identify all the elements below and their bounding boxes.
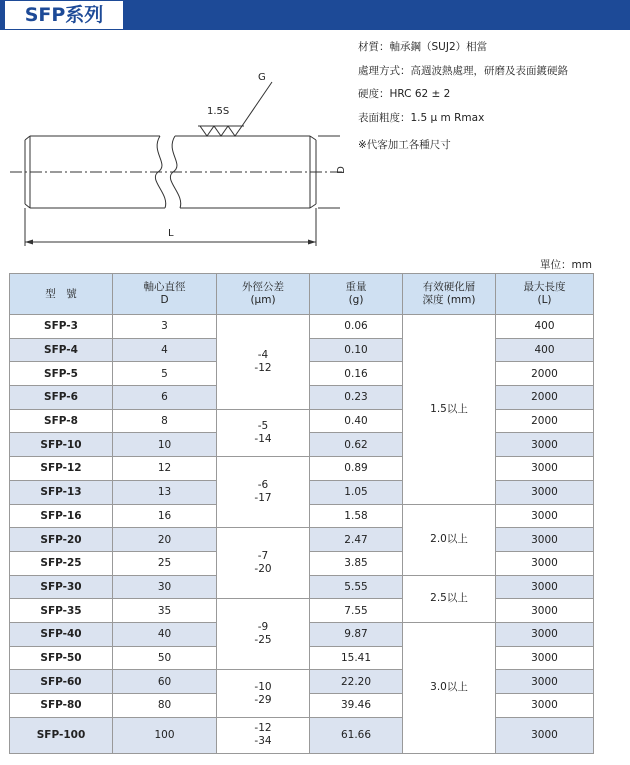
section-header [0,0,630,30]
weight-cell: 0.62 [310,433,403,457]
model-cell: SFP-3 [10,315,113,339]
model-cell: SFP-35 [10,599,113,623]
model-cell: SFP-80 [10,694,113,718]
table-row [10,409,594,433]
model-cell: SFP-6 [10,386,113,410]
weight-cell: 61.66 [310,717,403,753]
label-l: L [168,228,174,239]
tolerance-cell: -7 -20 [217,528,310,599]
weight-cell: 0.89 [310,457,403,481]
depth-cell: 3.0以上 [403,622,496,753]
tolerance-cell: -9 -25 [217,599,310,670]
header-weight: 重量 (g) [310,274,403,315]
model-cell: SFP-5 [10,362,113,386]
diameter-cell: 100 [113,717,217,753]
diameter-cell: 3 [113,315,217,339]
diameter-cell: 4 [113,338,217,362]
max-length-cell: 3000 [496,694,594,718]
header-tolerance: 外徑公差 (μm) [217,274,310,315]
weight-cell: 0.16 [310,362,403,386]
diameter-cell: 5 [113,362,217,386]
max-length-cell: 3000 [496,457,594,481]
weight-cell: 2.47 [310,528,403,552]
diameter-cell: 20 [113,528,217,552]
model-cell: SFP-100 [10,717,113,753]
max-length-cell: 400 [496,315,594,339]
max-length-cell: 3000 [496,622,594,646]
model-cell: SFP-40 [10,622,113,646]
spec-hardness: 硬度：HRC 62 ± 2 [358,88,451,100]
model-cell: SFP-20 [10,528,113,552]
unit-label: 單位：mm [540,259,592,271]
weight-cell: 3.85 [310,551,403,575]
max-length-cell: 2000 [496,362,594,386]
page-title: SFP系列 [24,4,104,26]
model-cell: SFP-4 [10,338,113,362]
weight-cell: 39.46 [310,694,403,718]
table-row [10,315,594,339]
diameter-cell: 30 [113,575,217,599]
weight-cell: 0.10 [310,338,403,362]
table-row [10,599,594,623]
header-max-length: 最大長度 (L) [496,274,594,315]
weight-cell: 0.23 [310,386,403,410]
table-header-row [10,274,594,315]
label-g: G [258,72,266,83]
model-cell: SFP-30 [10,575,113,599]
max-length-cell: 3000 [496,551,594,575]
max-length-cell: 2000 [496,409,594,433]
spec-table [9,273,594,754]
weight-cell: 22.20 [310,670,403,694]
diameter-cell: 40 [113,622,217,646]
header-model: 型 號 [10,274,113,315]
spec-treatment: 處理方式：高週波熱處理，研磨及表面鍍硬鉻 [358,64,568,77]
max-length-cell: 400 [496,338,594,362]
weight-cell: 15.41 [310,646,403,670]
max-length-cell: 3000 [496,480,594,504]
max-length-cell: 2000 [496,386,594,410]
tolerance-cell: -6 -17 [217,457,310,528]
diameter-cell: 80 [113,694,217,718]
max-length-cell: 3000 [496,433,594,457]
max-length-cell: 3000 [496,504,594,528]
model-cell: SFP-16 [10,504,113,528]
diameter-cell: 50 [113,646,217,670]
title-box [5,1,123,29]
max-length-cell: 3000 [496,528,594,552]
max-length-cell: 3000 [496,670,594,694]
diameter-cell: 35 [113,599,217,623]
model-cell: SFP-12 [10,457,113,481]
table-row [10,528,594,552]
diameter-cell: 60 [113,670,217,694]
weight-cell: 0.40 [310,409,403,433]
depth-cell: 1.5以上 [403,315,496,505]
label-d: D [335,166,347,174]
diameter-cell: 6 [113,386,217,410]
max-length-cell: 3000 [496,717,594,753]
spec-material: 材質：軸承鋼（SUJ2）相當 [358,41,488,53]
spec-roughness: 表面粗度：1.5 μ m Rmax [358,111,485,124]
model-cell: SFP-8 [10,409,113,433]
spec-custom-note: ※代客加工各種尺寸 [358,139,451,151]
diameter-cell: 16 [113,504,217,528]
weight-cell: 1.05 [310,480,403,504]
weight-cell: 5.55 [310,575,403,599]
weight-cell: 0.06 [310,315,403,339]
model-cell: SFP-10 [10,433,113,457]
diameter-cell: 13 [113,480,217,504]
diameter-cell: 10 [113,433,217,457]
tolerance-cell: -12 -34 [217,717,310,753]
weight-cell: 7.55 [310,599,403,623]
diameter-cell: 25 [113,551,217,575]
table-row [10,717,594,753]
table-row [10,670,594,694]
weight-cell: 1.58 [310,504,403,528]
model-cell: SFP-25 [10,551,113,575]
header-diameter: 軸心直徑 D [113,274,217,315]
table-row [10,457,594,481]
model-cell: SFP-13 [10,480,113,504]
max-length-cell: 3000 [496,599,594,623]
max-length-cell: 3000 [496,646,594,670]
shaft-diagram [0,60,360,250]
diameter-cell: 12 [113,457,217,481]
tolerance-cell: -5 -14 [217,409,310,456]
max-length-cell: 3000 [496,575,594,599]
tolerance-cell: -4 -12 [217,315,310,410]
model-cell: SFP-50 [10,646,113,670]
label-roughness: 1.5S [207,106,230,117]
material-specs [358,38,568,160]
diameter-cell: 8 [113,409,217,433]
model-cell: SFP-60 [10,670,113,694]
tolerance-cell: -10 -29 [217,670,310,717]
weight-cell: 9.87 [310,622,403,646]
shaft-drawing [0,60,360,250]
depth-cell: 2.0以上 [403,504,496,575]
depth-cell: 2.5以上 [403,575,496,622]
header-depth: 有效硬化層 深度 (mm) [403,274,496,315]
